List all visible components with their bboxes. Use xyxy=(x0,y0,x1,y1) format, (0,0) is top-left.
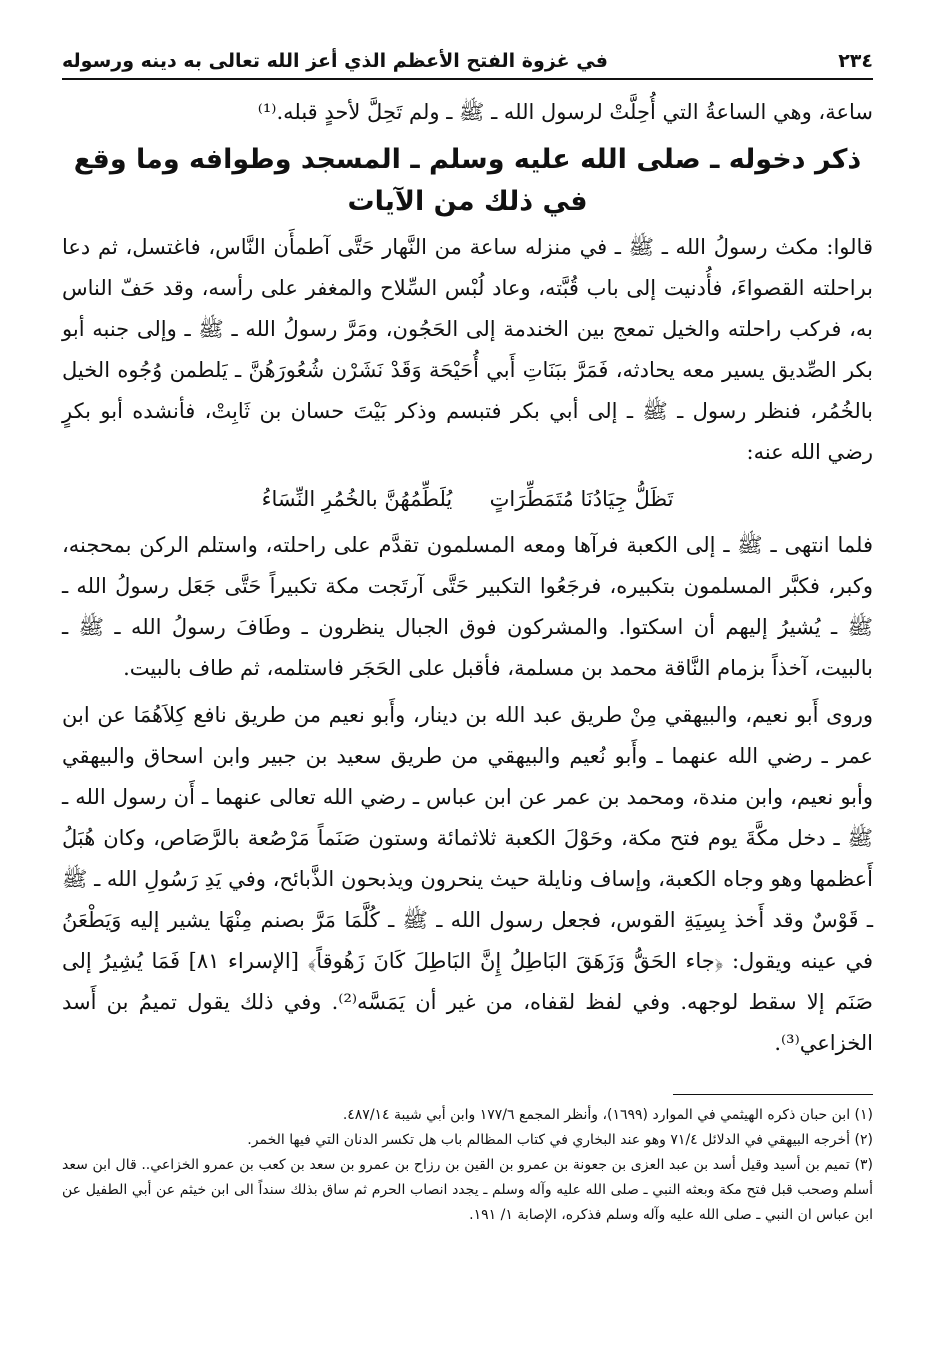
paragraph-tawaf: فلما انتهى ـ ﷺ ـ إلى الكعبة فرآها ومعه المسلمون تقدَّم على راحلته، واستلم الركن بمحجنه، وكبر، فكبَّر المسلمون بتكبيره، فرجَعُوا التكبير حَتَّى آرتَجت مكة تكبيراً حَتَّى جَعَل رسولُ الله ـ ﷺ ـ يُشيرُ إليهم أن اسكتوا. والمشركون فوق الجبال ينظرون ـ وطَافَ رسولُ الله ـ ﷺ ـ بالبيت، آخذاً بزمام النَّاقة محمد بن مسلمة، فأقبل على الحَجَر فاستلمه، ثم طاف بالبيت. xyxy=(62,533,873,680)
page-number: ٢٣٤ xyxy=(838,50,873,72)
footnote-1: (١) ابن حبان ذكره الهيثمي في الموارد (١٦٩٩)، وأنظر المجمع ١٧٧/٦ وابن أبي شيبة ٤٨٧/١٤. xyxy=(342,1107,873,1123)
verse-first-hemistich: تَظَلُّ جِيَادُنَا مُتَمَطِّرَاتٍ xyxy=(489,487,674,511)
verse-second-hemistich: يُلَطِّمُهُنَّ بالخُمُرِ النِّسَاءُ xyxy=(261,487,453,511)
paragraph-entry: قالوا: مكث رسولُ الله ـ ﷺ ـ في منزله ساعة من النَّهار حَتَّى آطمأَن النَّاس، فاغتسل، ثم دعا براحلته القصواءَ، فأُدنيت إلى باب قُبَّته، وعاد لُبْس السِّلاح والمغفر على رأسه، وقد حَفّ الناس به، فركب راحلته والخيل تمعج بين الخندمة إلى الحَجُون، ومَرَّ رسولُ الله ـ ﷺ ـ وإلى جنبه أبو بكر الصِّديق يسير معه يحادثه، فَمَرَّ ببَنَاتِ أَبي أُحَيْحَة وَقَدْ نَشَرْن شُعُورَهُنَّ ـ يَلطمن وُجُوه الخيل بالخُمُر، فنظر رسول ـ ﷺ ـ إلى أبي بكر فتبسم وذكر بَيْتَ حسان بن ثَابِتْ، فأنشده أبو بكرٍ رضي الله عنه: xyxy=(62,235,873,464)
footnote-3: (٣) تميم بن أسيد وقيل أسد بن عبد العزى بن جعونة بن عمرو بن القين بن رزاح بن عمرو بن سعد بن كعب بن عمرو الخزاعي.. قال ابن سعد أسلم وصحب قبل فتح مكة وبعثه النبي ـ صلى الله عليه وآله وسلم ـ يجدد انصاب الحرم ثم ساق بذلك سنداً الى ابن خيثم عن أبي الطفيل عن ابن عباس ان النبي ـ صلى الله عليه وآله وسلم فذكره، الإصابة ١/ ١٩١. xyxy=(62,1157,873,1223)
poetry-verse xyxy=(62,479,873,519)
running-title: في غزوة الفتح الأعظم الذي أعز الله تعالى به دينه ورسوله xyxy=(62,50,608,72)
footnote-rule xyxy=(673,1094,873,1095)
section-title-line-1: ذكر دخوله ـ صلى الله عليه وسلم ـ المسجد وطوافه وما وقع xyxy=(73,144,862,175)
section-title xyxy=(62,139,873,223)
section-title-line-2: في ذلك من الآيات xyxy=(347,186,588,217)
paragraph-intro: ساعة، وهي الساعةُ التي أُحِلَّتْ لرسول الله ـ ﷺ ـ ولم تَحِلَّ لأحدٍ قبله.⁽¹⁾ xyxy=(257,100,873,124)
page-header xyxy=(62,50,873,78)
main-text xyxy=(62,92,873,1064)
paragraph-idols: وروى أَبو نعيم، والبيهقي مِنْ طريق عبد الله بن دينار، وأَبو نعيم من طريق نافع كِلاَهُمَا عن ابن عمر ـ رضي الله عنهما ـ وأَبو نُعيم والبيهقي من طريق سعيد بن جبير وابن اسحاق والبيهقي وأبو نعيم، وابن مندة، ومحمد بن عمر عن ابن عباس ـ رضي الله تعالى عنهما ـ أَن رسول الله ـ ﷺ ـ دخل مكَّةَ يوم فتح مكة، وحَوْلَ الكعبة ثلاثمائة وستون صَنَماً مَرْصُعة بالرَّصَاص، وكان هُبَلُ أَعظمها وهو وجاه الكعبة، وإساف ونايلة حيث ينحرون ويذبحون الذَّبائح، وفي يَدِ رَسُولِ الله ـ ﷺ ـ قَوْسٌ وقد أَخذ بِسِيَةِ القوس، فجعل رسول الله ـ ﷺ ـ كُلَّمَا مَرَّ بصنم مِنْهَا يشير إليه وَيَطْعَنُ في عينه ويقول: ﴿جاء الحَقُّ وَزَهَقَ البَاطِلُ إِنَّ البَاطِلَ كَانَ زَهُوقاً﴾ [الإسراء ٨١] فَمَا يُشِيرُ إلى صَنَم إلا سقط لوجهه. وفي لفظ لقفاه، من غير أن يَمَسَّه⁽²⁾. وفي ذلك يقول تميمُ بن أَسد الخزاعي⁽³⁾. xyxy=(62,703,873,1055)
footnotes xyxy=(62,1103,873,1228)
header-rule xyxy=(62,78,873,80)
footnote-2: (٢) أخرجه البيهقي في الدلائل ٧١/٤ وهو عند البخاري في كتاب المظالم باب هل تكسر الدنان التي فيها الخمر. xyxy=(247,1132,873,1148)
